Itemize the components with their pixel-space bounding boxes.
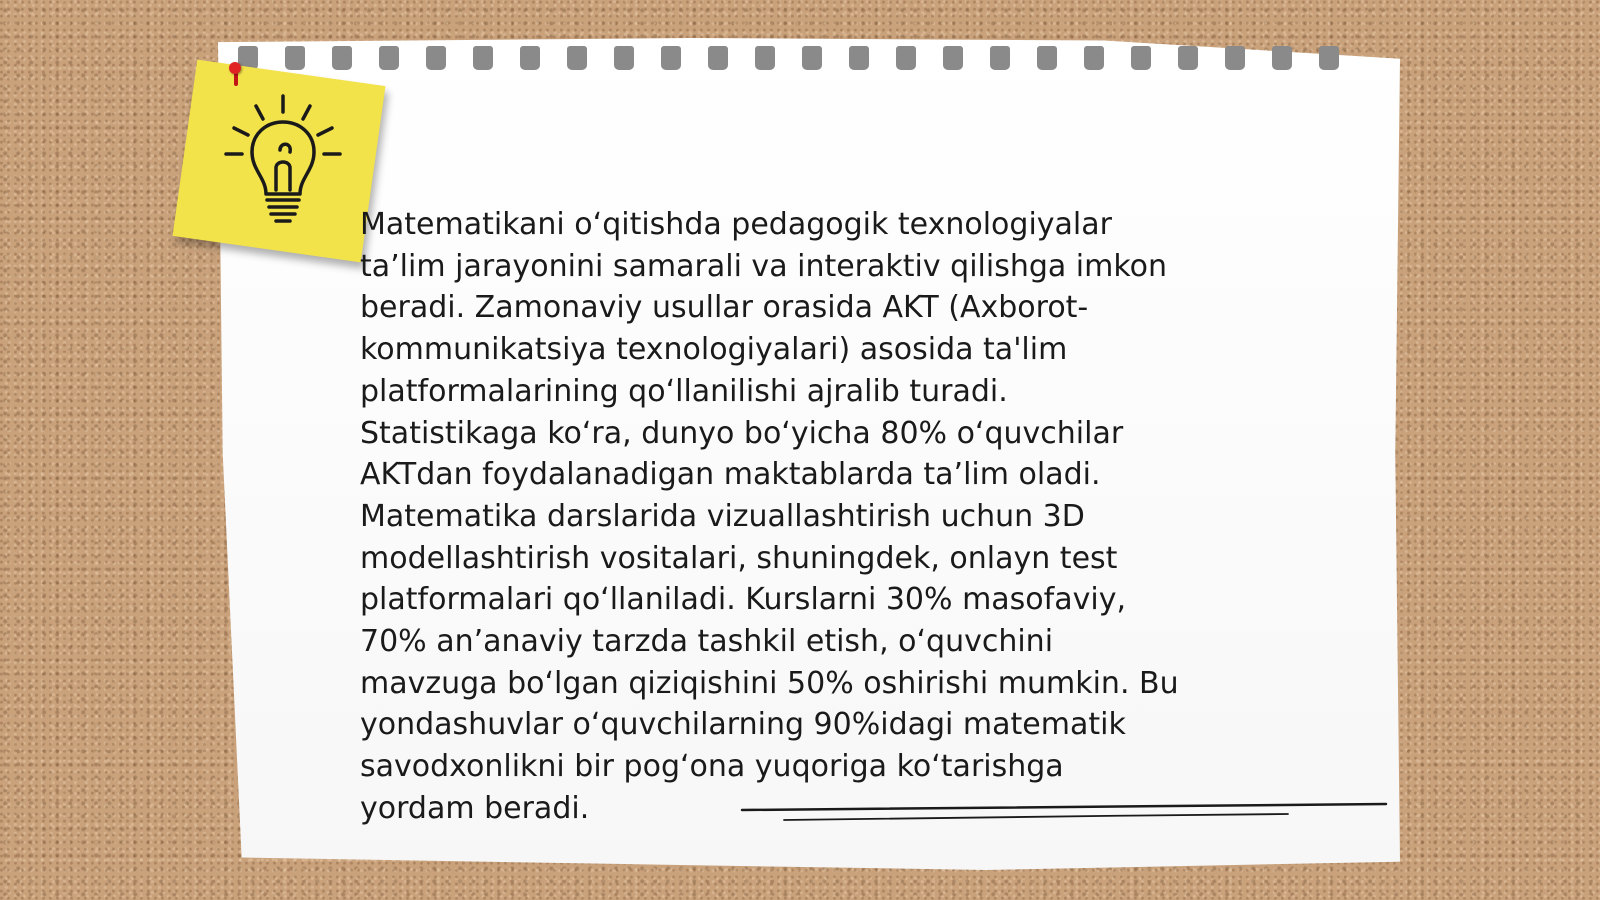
perforation-hole <box>1084 46 1104 70</box>
perforation-hole <box>379 46 399 70</box>
perforation-hole <box>1272 46 1292 70</box>
perforation-hole <box>1131 46 1151 70</box>
decorative-underline <box>740 800 1390 840</box>
perforation-hole <box>1319 46 1339 70</box>
body-paragraph: Matematikani oʻqitishda pedagogik texnologiyalar taʼlim jarayonini samarali va interaktiv qilishga imkon beradi. Zamonaviy usullar orasida AKT (Axborot- kommunikatsiya texnologiyalari) asosida ta'lim platformalarining qoʻllanilishi ajralib turadi. Statistikaga koʻra, dunyo boʻyicha 80% oʻquvchilar AKTdan foydalanadigan maktablarda taʼlim oladi. Matematika darslarida vizuallashtirish uchun 3D modellashtirish vositalari, shuningdek, onlayn test platformalari qoʻllaniladi. Kurslarni 30% masofaviy, 70% anʼanaviy tarzda tashkil etish, oʻquvchini mavzuga boʻlgan qiziqishini 50% oshirishi mumkin. Bu yondashuvlar oʻquvchilarning 90%idagi matematik savodxonlikni bir pogʻona yuqoriga koʻtarishga yordam beradi. <box>360 207 1179 826</box>
perforation-hole <box>1225 46 1245 70</box>
perforation-hole <box>1037 46 1057 70</box>
perforation-hole <box>285 46 305 70</box>
perforation-hole <box>1178 46 1198 70</box>
perforation-hole <box>567 46 587 70</box>
pushpin-stem <box>234 72 238 86</box>
perforation-hole <box>755 46 775 70</box>
perforation-hole <box>661 46 681 70</box>
perforation-hole <box>473 46 493 70</box>
perforation-hole <box>426 46 446 70</box>
perforation-hole <box>802 46 822 70</box>
lightbulb-icon <box>218 90 348 230</box>
perforation-hole <box>708 46 728 70</box>
perforation-hole <box>943 46 963 70</box>
perforation-hole <box>332 46 352 70</box>
perforation-hole <box>896 46 916 70</box>
perforation-hole <box>990 46 1010 70</box>
perforation-hole <box>614 46 634 70</box>
perforation-hole <box>849 46 869 70</box>
pushpin-icon <box>229 62 241 74</box>
paper-perforation <box>232 46 1372 76</box>
perforation-hole <box>520 46 540 70</box>
